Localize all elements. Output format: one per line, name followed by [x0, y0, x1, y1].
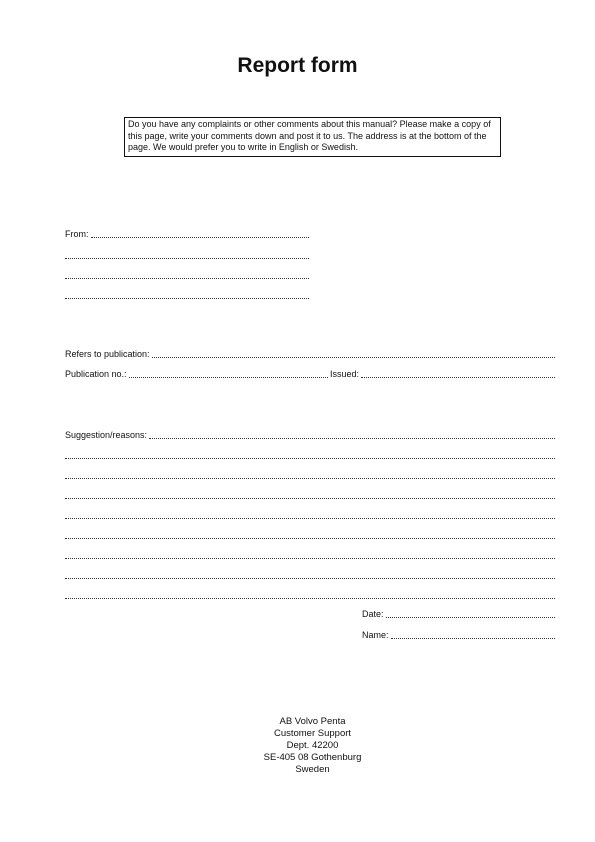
suggestion-line[interactable]	[65, 590, 555, 599]
suggestion-line[interactable]	[65, 530, 555, 539]
address-dept-no: Dept. 42200	[286, 740, 339, 751]
refers-line[interactable]	[152, 349, 555, 358]
date-label: Date:	[362, 609, 384, 619]
address-department: Customer Support	[273, 728, 352, 739]
suggestion-label: Suggestion/reasons:	[65, 430, 148, 440]
suggestion-line-1[interactable]	[149, 430, 555, 439]
postal-address	[0, 716, 595, 776]
issued-line[interactable]	[361, 369, 555, 378]
instructions-box: Do you have any complaints or other comments about this manual? Please make a copy of this page, write your comments down and post it to us. The address is at the bottom of the page. We would prefer you to write in English or Swedish.	[124, 117, 501, 157]
suggestion-field[interactable]	[65, 430, 555, 441]
date-field[interactable]	[362, 609, 555, 620]
publication-no-field[interactable]	[65, 369, 328, 380]
suggestion-line[interactable]	[65, 450, 555, 459]
date-line[interactable]	[386, 609, 555, 618]
suggestion-line[interactable]	[65, 470, 555, 479]
refers-to-publication-field[interactable]	[65, 349, 555, 360]
address-company: AB Volvo Penta	[279, 716, 346, 727]
page-title: Report form	[237, 54, 358, 77]
address-country: Sweden	[295, 764, 330, 775]
from-line-4[interactable]	[65, 290, 309, 299]
suggestion-line[interactable]	[65, 570, 555, 579]
publication-no-line[interactable]	[129, 369, 328, 378]
name-line[interactable]	[391, 630, 555, 639]
from-field[interactable]	[65, 229, 309, 240]
from-label: From:	[65, 229, 89, 239]
from-line-3[interactable]	[65, 270, 309, 279]
refers-label: Refers to publication:	[65, 349, 150, 359]
suggestion-line[interactable]	[65, 550, 555, 559]
name-label: Name:	[362, 630, 389, 640]
address-postal: SE-405 08 Gothenburg	[263, 752, 362, 763]
name-field[interactable]	[362, 630, 555, 641]
suggestion-line[interactable]	[65, 490, 555, 499]
from-line-2[interactable]	[65, 250, 309, 259]
publication-no-label: Publication no.:	[65, 369, 127, 379]
from-line-1[interactable]	[91, 229, 310, 238]
issued-field[interactable]	[330, 369, 555, 380]
suggestion-line[interactable]	[65, 510, 555, 519]
issued-label: Issued:	[330, 369, 360, 379]
